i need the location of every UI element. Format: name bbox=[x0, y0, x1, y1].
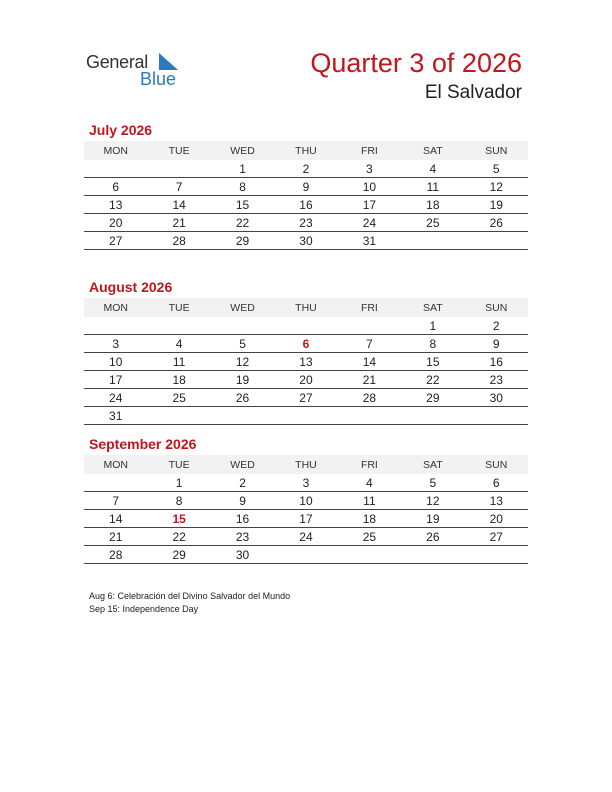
day-cell: 16 bbox=[274, 196, 337, 214]
day-cell: 7 bbox=[338, 335, 401, 353]
day-cell: 10 bbox=[338, 178, 401, 196]
day-cell: 1 bbox=[211, 160, 274, 178]
week-row bbox=[84, 178, 528, 196]
weekday-header: SAT bbox=[401, 298, 464, 317]
week-row bbox=[84, 492, 528, 510]
empty-day-cell bbox=[211, 407, 274, 425]
day-cell: 2 bbox=[211, 474, 274, 492]
calendar-body bbox=[84, 474, 528, 564]
empty-day-cell bbox=[147, 160, 210, 178]
day-cell: 1 bbox=[401, 317, 464, 335]
day-cell: 21 bbox=[84, 528, 147, 546]
empty-day-cell bbox=[147, 317, 210, 335]
empty-day-cell bbox=[274, 546, 337, 564]
month-title: August 2026 bbox=[89, 279, 173, 295]
page-title: Quarter 3 of 2026 bbox=[310, 48, 522, 78]
empty-day-cell bbox=[338, 407, 401, 425]
day-cell: 12 bbox=[401, 492, 464, 510]
day-cell: 29 bbox=[401, 389, 464, 407]
day-cell: 28 bbox=[338, 389, 401, 407]
weekday-header-row bbox=[84, 455, 528, 474]
day-cell: 5 bbox=[211, 335, 274, 353]
day-cell: 31 bbox=[338, 232, 401, 250]
week-row bbox=[84, 546, 528, 564]
weekday-header: SUN bbox=[465, 455, 528, 474]
day-cell: 13 bbox=[465, 492, 528, 510]
day-cell: 23 bbox=[211, 528, 274, 546]
week-row bbox=[84, 528, 528, 546]
day-cell: 10 bbox=[274, 492, 337, 510]
week-row bbox=[84, 407, 528, 425]
empty-day-cell bbox=[338, 546, 401, 564]
week-row bbox=[84, 317, 528, 335]
day-cell: 28 bbox=[84, 546, 147, 564]
day-cell: 8 bbox=[147, 492, 210, 510]
empty-day-cell bbox=[84, 474, 147, 492]
day-cell: 9 bbox=[465, 335, 528, 353]
weekday-header: THU bbox=[274, 455, 337, 474]
calendar-table bbox=[84, 298, 528, 425]
day-cell: 20 bbox=[465, 510, 528, 528]
day-cell: 25 bbox=[338, 528, 401, 546]
weekday-header: FRI bbox=[338, 141, 401, 160]
empty-day-cell bbox=[338, 317, 401, 335]
week-row bbox=[84, 510, 528, 528]
week-row bbox=[84, 160, 528, 178]
day-cell: 31 bbox=[84, 407, 147, 425]
day-cell: 6 bbox=[84, 178, 147, 196]
day-cell: 14 bbox=[147, 196, 210, 214]
weekday-header: FRI bbox=[338, 298, 401, 317]
day-cell: 2 bbox=[274, 160, 337, 178]
logo-text-blue: Blue bbox=[140, 69, 177, 89]
day-cell: 4 bbox=[338, 474, 401, 492]
day-cell: 15 bbox=[401, 353, 464, 371]
empty-day-cell bbox=[465, 232, 528, 250]
month-title: September 2026 bbox=[89, 436, 197, 452]
day-cell: 17 bbox=[338, 196, 401, 214]
day-cell: 30 bbox=[465, 389, 528, 407]
day-cell: 12 bbox=[211, 353, 274, 371]
month-july bbox=[84, 122, 528, 250]
week-row bbox=[84, 474, 528, 492]
calendar-body bbox=[84, 317, 528, 425]
day-cell: 25 bbox=[401, 214, 464, 232]
day-cell: 4 bbox=[147, 335, 210, 353]
day-cell: 22 bbox=[401, 371, 464, 389]
day-cell: 24 bbox=[84, 389, 147, 407]
day-cell: 28 bbox=[147, 232, 210, 250]
day-cell: 17 bbox=[84, 371, 147, 389]
logo-text-general: General bbox=[86, 52, 148, 72]
weekday-header-row bbox=[84, 141, 528, 160]
day-cell: 19 bbox=[465, 196, 528, 214]
weekday-header: MON bbox=[84, 141, 147, 160]
day-cell: 13 bbox=[84, 196, 147, 214]
day-cell: 11 bbox=[338, 492, 401, 510]
day-cell: 15 bbox=[147, 510, 210, 528]
month-august bbox=[84, 279, 528, 425]
week-row bbox=[84, 371, 528, 389]
week-row bbox=[84, 335, 528, 353]
empty-day-cell bbox=[84, 317, 147, 335]
day-cell: 27 bbox=[274, 389, 337, 407]
day-cell: 9 bbox=[274, 178, 337, 196]
day-cell: 1 bbox=[147, 474, 210, 492]
day-cell: 8 bbox=[211, 178, 274, 196]
week-row bbox=[84, 353, 528, 371]
empty-day-cell bbox=[401, 546, 464, 564]
day-cell: 3 bbox=[274, 474, 337, 492]
day-cell: 10 bbox=[84, 353, 147, 371]
holiday-note: Aug 6: Celebración del Divino Salvador del Mundo bbox=[89, 591, 291, 601]
day-cell: 9 bbox=[211, 492, 274, 510]
day-cell: 7 bbox=[84, 492, 147, 510]
day-cell: 24 bbox=[338, 214, 401, 232]
weekday-header: WED bbox=[211, 141, 274, 160]
day-cell: 30 bbox=[211, 546, 274, 564]
day-cell: 26 bbox=[465, 214, 528, 232]
day-cell: 18 bbox=[401, 196, 464, 214]
empty-day-cell bbox=[401, 232, 464, 250]
weekday-header: TUE bbox=[147, 298, 210, 317]
day-cell: 14 bbox=[84, 510, 147, 528]
calendar-body bbox=[84, 160, 528, 250]
holiday-note: Sep 15: Independence Day bbox=[89, 604, 199, 614]
weekday-header-row bbox=[84, 298, 528, 317]
week-row bbox=[84, 232, 528, 250]
empty-day-cell bbox=[401, 407, 464, 425]
calendar-table bbox=[84, 141, 528, 250]
weekday-header: SAT bbox=[401, 141, 464, 160]
day-cell: 15 bbox=[211, 196, 274, 214]
month-title: July 2026 bbox=[89, 122, 153, 138]
week-row bbox=[84, 214, 528, 232]
day-cell: 16 bbox=[465, 353, 528, 371]
day-cell: 25 bbox=[147, 389, 210, 407]
weekday-header: SUN bbox=[465, 141, 528, 160]
weekday-header: SUN bbox=[465, 298, 528, 317]
day-cell: 13 bbox=[274, 353, 337, 371]
day-cell: 22 bbox=[211, 214, 274, 232]
weekday-header: MON bbox=[84, 455, 147, 474]
day-cell: 5 bbox=[465, 160, 528, 178]
day-cell: 18 bbox=[338, 510, 401, 528]
weekday-header: WED bbox=[211, 455, 274, 474]
empty-day-cell bbox=[274, 407, 337, 425]
empty-day-cell bbox=[465, 546, 528, 564]
day-cell: 19 bbox=[401, 510, 464, 528]
day-cell: 2 bbox=[465, 317, 528, 335]
empty-day-cell bbox=[211, 317, 274, 335]
generalblue-logo bbox=[86, 52, 196, 92]
day-cell: 23 bbox=[465, 371, 528, 389]
day-cell: 24 bbox=[274, 528, 337, 546]
calendar-table bbox=[84, 455, 528, 564]
holiday-notes bbox=[89, 590, 290, 616]
day-cell: 3 bbox=[84, 335, 147, 353]
day-cell: 18 bbox=[147, 371, 210, 389]
week-row bbox=[84, 196, 528, 214]
weekday-header: FRI bbox=[338, 455, 401, 474]
day-cell: 3 bbox=[338, 160, 401, 178]
day-cell: 14 bbox=[338, 353, 401, 371]
month-september bbox=[84, 436, 528, 564]
day-cell: 11 bbox=[401, 178, 464, 196]
empty-day-cell bbox=[84, 160, 147, 178]
day-cell: 17 bbox=[274, 510, 337, 528]
weekday-header: MON bbox=[84, 298, 147, 317]
day-cell: 11 bbox=[147, 353, 210, 371]
day-cell: 29 bbox=[211, 232, 274, 250]
day-cell: 12 bbox=[465, 178, 528, 196]
country-name: El Salvador bbox=[424, 82, 522, 103]
day-cell: 21 bbox=[147, 214, 210, 232]
weekday-header: TUE bbox=[147, 455, 210, 474]
day-cell: 16 bbox=[211, 510, 274, 528]
weekday-header: TUE bbox=[147, 141, 210, 160]
weekday-header: SAT bbox=[401, 455, 464, 474]
day-cell: 26 bbox=[211, 389, 274, 407]
weekday-header: THU bbox=[274, 298, 337, 317]
day-cell: 4 bbox=[401, 160, 464, 178]
empty-day-cell bbox=[465, 407, 528, 425]
day-cell: 23 bbox=[274, 214, 337, 232]
day-cell: 27 bbox=[465, 528, 528, 546]
day-cell: 19 bbox=[211, 371, 274, 389]
day-cell: 5 bbox=[401, 474, 464, 492]
day-cell: 6 bbox=[274, 335, 337, 353]
day-cell: 8 bbox=[401, 335, 464, 353]
day-cell: 26 bbox=[401, 528, 464, 546]
day-cell: 21 bbox=[338, 371, 401, 389]
day-cell: 27 bbox=[84, 232, 147, 250]
empty-day-cell bbox=[147, 407, 210, 425]
day-cell: 30 bbox=[274, 232, 337, 250]
day-cell: 29 bbox=[147, 546, 210, 564]
day-cell: 20 bbox=[84, 214, 147, 232]
day-cell: 20 bbox=[274, 371, 337, 389]
day-cell: 6 bbox=[465, 474, 528, 492]
week-row bbox=[84, 389, 528, 407]
empty-day-cell bbox=[274, 317, 337, 335]
day-cell: 7 bbox=[147, 178, 210, 196]
weekday-header: THU bbox=[274, 141, 337, 160]
day-cell: 22 bbox=[147, 528, 210, 546]
weekday-header: WED bbox=[211, 298, 274, 317]
